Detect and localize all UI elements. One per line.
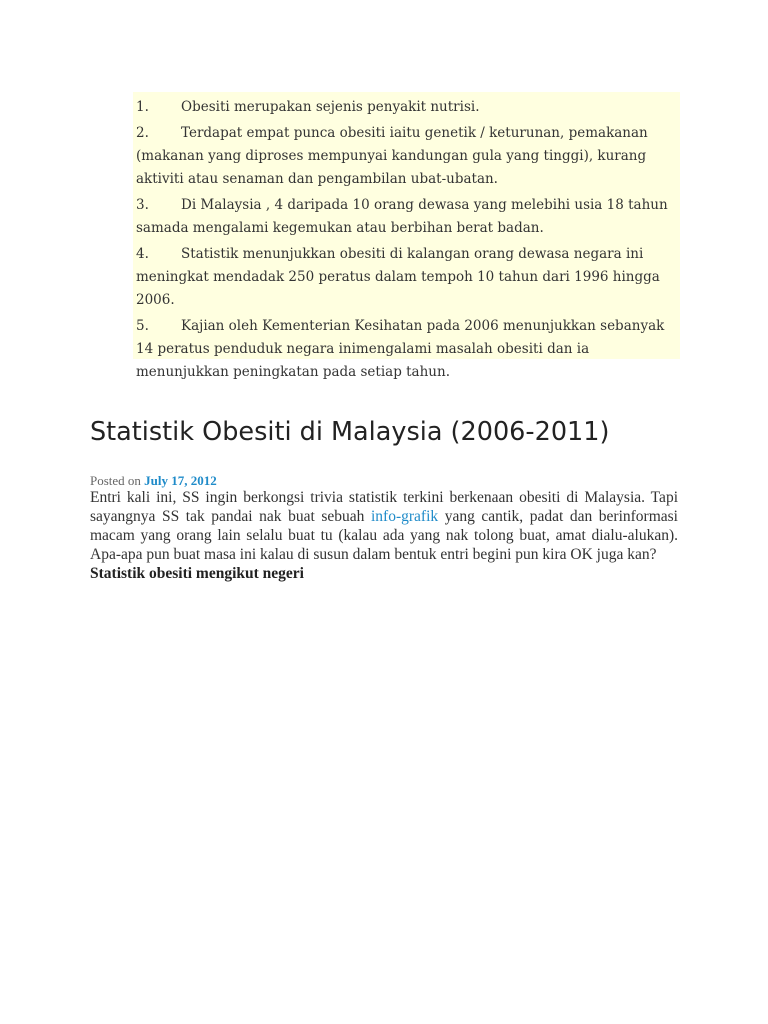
post-title: Statistik Obesiti di Malaysia (2006-2011) <box>90 417 610 447</box>
fact-number: 2. <box>136 125 149 141</box>
post-body-text-1: Entri kali ini, SS ingin berkongsi trivia statistik terkini berkenaan obesiti di Malaysia. Tapi sayangnya SS tak pandai nak buat sebuah <box>90 489 678 525</box>
fact-number: 4. <box>136 246 149 262</box>
fact-text: Obesiti merupakan sejenis penyakit nutrisi. <box>181 99 480 115</box>
fact-text: Di Malaysia , 4 daripada 10 orang dewasa yang melebihi usia 18 tahun samada mengalami kegemukan atau berbihan berat badan. <box>136 197 668 236</box>
fact-item-3 <box>136 194 676 240</box>
info-grafik-link[interactable]: info-grafik <box>371 508 439 525</box>
fact-text: Terdapat empat punca obesiti iaitu genetik / keturunan, pemakanan (makanan yang diproses mempunyai kandungan gula yang tinggi), kurang aktiviti atau senaman dan pengambilan ubat-ubatan. <box>136 125 648 187</box>
posted-on-label: Posted on <box>90 473 141 488</box>
fact-item-1 <box>136 96 676 119</box>
fact-text: Statistik menunjukkan obesiti di kalangan orang dewasa negara ini meningkat mendadak 250 peratus dalam tempoh 10 tahun dari 1996 hingga 2006. <box>136 246 660 308</box>
fact-item-2 <box>136 122 676 191</box>
fact-item-5 <box>136 315 676 384</box>
post-body-text-2: yang cantik, padat dan berinformasi macam yang orang lain selalu buat tu (kalau ada yang nak tolong buat, amat dialu-alukan). Apa-apa pun buat masa ini kalau di susun dalam bentuk entri begini pun kira OK juga kan? <box>90 508 678 563</box>
obesity-facts-box <box>133 92 680 380</box>
fact-number: 5. <box>136 318 149 334</box>
post-meta <box>90 472 217 489</box>
fact-item-4 <box>136 243 676 312</box>
post-body <box>90 488 678 564</box>
fact-number: 1. <box>136 99 149 115</box>
fact-text: Kajian oleh Kementerian Kesihatan pada 2006 menunjukkan sebanyak 14 peratus penduduk negara inimengalami masalah obesiti dan ia menunjukkan peningkatan pada setiap tahun. <box>136 318 665 380</box>
fact-number: 3. <box>136 197 149 213</box>
post-date-link[interactable]: July 17, 2012 <box>144 473 217 488</box>
section-heading: Statistik obesiti mengikut negeri <box>90 565 304 582</box>
